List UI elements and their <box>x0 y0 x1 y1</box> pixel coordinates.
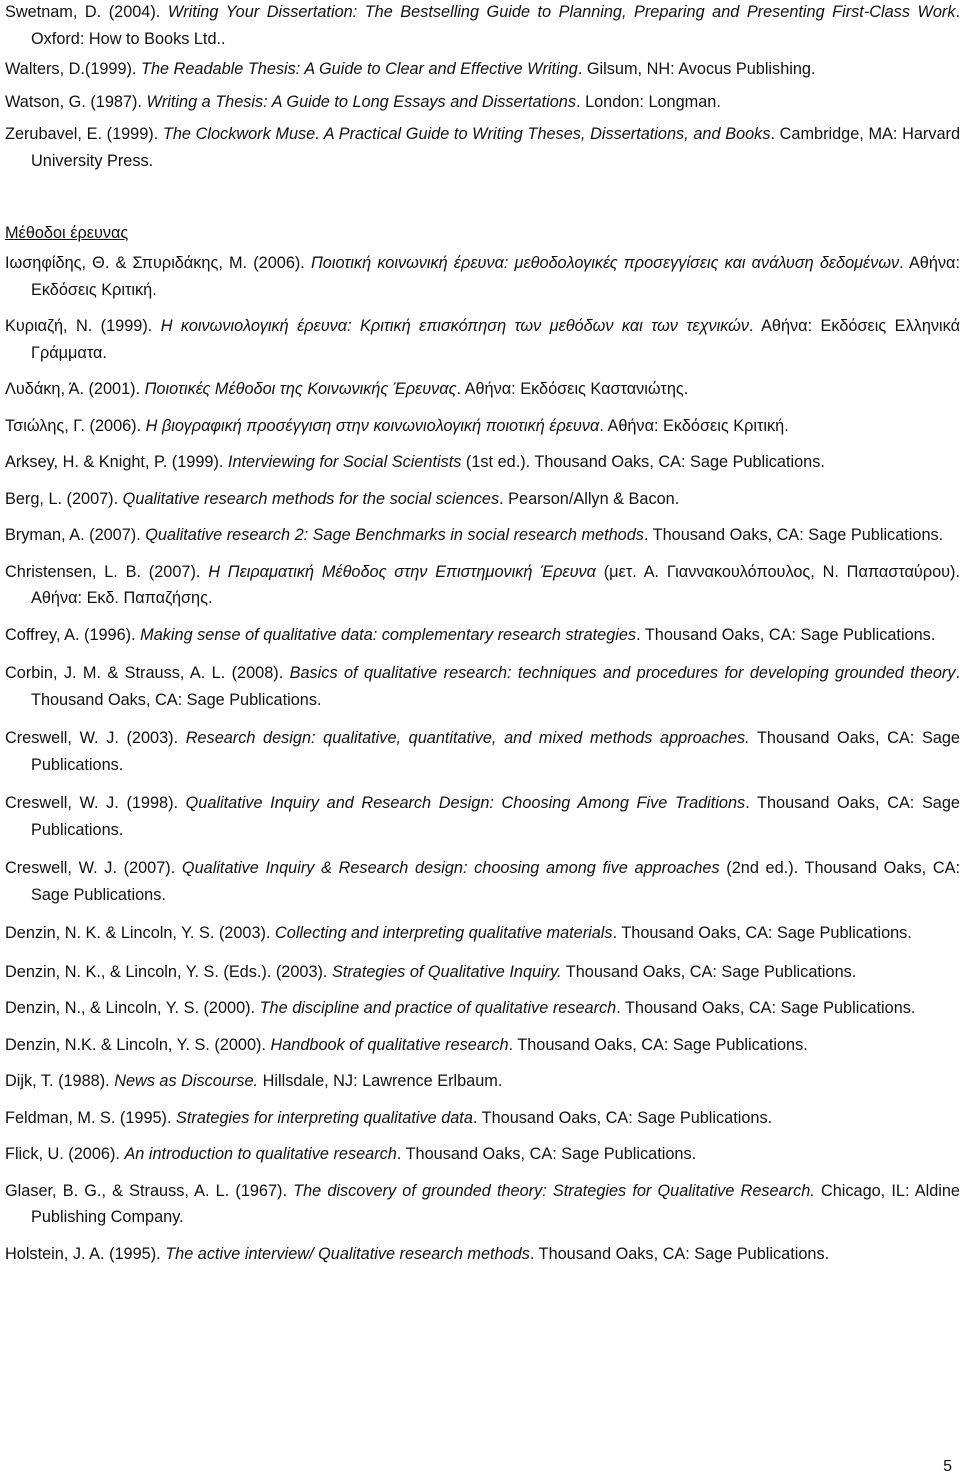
reference-title: Basics of qualitative research: techniques and procedures for developing grounded theory <box>289 664 956 682</box>
reference-author: Denzin, N., & Lincoln, Y. S. (2000). <box>5 999 260 1017</box>
reference-title: The discovery of grounded theory: Strategies for Qualitative Research. <box>293 1181 815 1200</box>
reference-publisher: . London: Longman. <box>576 92 721 111</box>
reference-entry <box>5 449 960 476</box>
reference-title: The Clockwork Muse. A Practical Guide to Writing Theses, Dissertations, and Books <box>162 125 771 143</box>
reference-author: Zerubavel, E. (1999). <box>5 125 163 143</box>
reference-entry <box>5 376 960 403</box>
reference-entry <box>5 622 960 649</box>
reference-title: An introduction to qualitative research <box>124 1145 397 1163</box>
reference-publisher: Chicago, IL: Aldine Publishing Company. <box>31 1181 960 1226</box>
reference-title: Qualitative Inquiry & Research design: choosing among five approaches <box>181 859 720 877</box>
references-general <box>5 0 960 174</box>
references-methods <box>5 250 960 1267</box>
reference-author: Τσιώλης, Γ. (2006). <box>5 416 146 435</box>
reference-author: Creswell, W. J. (2007). <box>5 859 182 877</box>
reference-author: Feldman, M. S. (1995). <box>5 1108 177 1127</box>
reference-entry <box>5 855 960 908</box>
reference-title: The active interview/ Qualitative research methods <box>165 1244 530 1263</box>
reference-author: Walters, D.(1999). <box>5 60 142 78</box>
reference-list <box>5 0 960 1267</box>
reference-entry <box>5 1241 960 1268</box>
reference-publisher: . Αθήνα: Εκδόσεις Κριτική. <box>31 254 960 299</box>
reference-publisher: (μετ. Α. Γιαννακουλόπουλος, Ν. Παπασταύρου). Αθήνα: Εκδ. Παπαζήσης. <box>31 562 960 607</box>
reference-entry <box>5 1105 960 1132</box>
reference-title: Strategies for interpreting qualitative data <box>176 1108 473 1127</box>
reference-entry <box>5 313 960 366</box>
reference-title: Handbook of qualitative research <box>270 1035 509 1054</box>
reference-author: Flick, U. (2006). <box>5 1145 125 1163</box>
reference-title: Η Πειραματική Μέθοδος στην Επιστημονική Έρευνα <box>208 562 596 581</box>
reference-author: Bryman, A. (2007). <box>5 526 146 544</box>
reference-author: Berg, L. (2007). <box>5 489 123 508</box>
reference-author: Dijk, T. (1988). <box>5 1072 115 1090</box>
reference-author: Coffrey, A. (1996). <box>5 625 141 644</box>
reference-title: Qualitative research methods for the social sciences <box>122 489 500 508</box>
reference-entry <box>5 559 960 612</box>
reference-entry <box>5 522 960 549</box>
reference-publisher: . Thousand Oaks, CA: Sage Publications. <box>643 526 944 544</box>
reference-publisher: . Gilsum, NH: Avocus Publishing. <box>577 60 816 78</box>
reference-publisher: (1st ed.). Thousand Oaks, CA: Sage Publications. <box>461 453 825 471</box>
reference-publisher: Thousand Oaks, CA: Sage Publications. <box>561 962 857 981</box>
reference-title: Making sense of qualitative data: complementary research strategies <box>140 625 637 644</box>
reference-entry <box>5 0 960 52</box>
reference-publisher: Thousand Oaks, CA: Sage Publications. <box>31 729 960 774</box>
reference-entry <box>5 121 960 174</box>
reference-entry <box>5 959 960 986</box>
reference-entry <box>5 413 960 440</box>
reference-author: Denzin, N. K. & Lincoln, Y. S. (2003). <box>5 924 275 942</box>
reference-title: Η βιογραφική προσέγγιση στην κοινωνιολογική ποιοτική έρευνα <box>145 416 600 435</box>
reference-publisher: . Thousand Oaks, CA: Sage Publications. <box>636 625 936 644</box>
reference-publisher: . Αθήνα: Εκδόσεις Ελληνικά Γράμματα. <box>31 317 960 362</box>
reference-author: Glaser, B. G., & Strauss, A. L. (1967). <box>5 1181 294 1200</box>
reference-publisher: . Thousand Oaks, CA: Sage Publications. <box>508 1035 808 1054</box>
reference-author: Corbin, J. M. & Strauss, A. L. (2008). <box>5 664 290 682</box>
reference-entry <box>5 1068 960 1095</box>
reference-entry <box>5 56 960 83</box>
reference-author: Λυδάκη, Ά. (2001). <box>5 380 145 398</box>
reference-author: Denzin, N.K. & Lincoln, Y. S. (2000). <box>5 1035 271 1054</box>
reference-author: Swetnam, D. (2004). <box>5 3 168 21</box>
reference-publisher: Hillsdale, NJ: Lawrence Erlbaum. <box>258 1072 503 1090</box>
reference-publisher: . Αθήνα: Εκδόσεις Κριτική. <box>599 416 789 435</box>
reference-author: Watson, G. (1987). <box>5 92 147 111</box>
reference-title: Ποιοτικές Μέθοδοι της Κοινωνικής Έρευνας <box>144 380 457 398</box>
reference-title: The Readable Thesis: A Guide to Clear and Effective Writing <box>141 60 578 78</box>
reference-title: Qualitative Inquiry and Research Design: Choosing Among Five Traditions <box>185 794 746 812</box>
reference-title: Research design: qualitative, quantitative, and mixed methods approaches. <box>185 729 750 747</box>
reference-entry <box>5 89 960 116</box>
reference-entry <box>5 1178 960 1231</box>
reference-entry <box>5 995 960 1022</box>
reference-publisher: . Oxford: How to Books Ltd.. <box>31 3 960 48</box>
reference-publisher: . Thousand Oaks, CA: Sage Publications. <box>31 664 960 709</box>
page-number: 5 <box>943 1458 952 1475</box>
reference-publisher: . Thousand Oaks, CA: Sage Publications. <box>612 924 912 942</box>
reference-entry <box>5 250 960 303</box>
reference-title: The discipline and practice of qualitative research <box>259 999 617 1017</box>
section-heading: Μέθοδοι έρευνας <box>5 224 129 242</box>
reference-author: Creswell, W. J. (2003). <box>5 729 186 747</box>
reference-publisher: . Cambridge, MA: Harvard University Press. <box>31 125 960 170</box>
reference-entry <box>5 486 960 513</box>
reference-publisher: . Thousand Oaks, CA: Sage Publications. <box>472 1108 773 1127</box>
reference-publisher: . Thousand Oaks, CA: Sage Publications. <box>396 1145 697 1163</box>
reference-publisher: . Αθήνα: Εκδόσεις Καστανιώτης. <box>456 380 689 398</box>
reference-title: Writing a Thesis: A Guide to Long Essays and Dissertations <box>146 92 577 111</box>
reference-title: Qualitative research 2: Sage Benchmarks in social research methods <box>145 526 644 544</box>
reference-title: Η κοινωνιολογική έρευνα: Κριτική επισκόπηση των μεθόδων και των τεχνικών <box>160 317 749 335</box>
reference-entry <box>5 660 960 713</box>
reference-publisher: . Pearson/Allyn & Bacon. <box>499 489 680 508</box>
reference-entry <box>5 790 960 843</box>
reference-author: Κυριαζή, Ν. (1999). <box>5 317 161 335</box>
reference-entry <box>5 725 960 778</box>
reference-author: Creswell, W. J. (1998). <box>5 794 186 812</box>
reference-author: Holstein, J. A. (1995). <box>5 1244 166 1263</box>
reference-title: Ποιοτική κοινωνική έρευνα: μεθοδολογικές προσεγγίσεις και ανάλυση δεδομένων <box>311 254 900 272</box>
reference-title: Collecting and interpreting qualitative materials <box>275 924 613 942</box>
reference-publisher: . Thousand Oaks, CA: Sage Publications. <box>31 794 960 839</box>
reference-title: Writing Your Dissertation: The Bestselling Guide to Planning, Preparing and Presenting First-Class Work <box>167 3 956 21</box>
reference-title: Interviewing for Social Scientists <box>227 453 462 471</box>
reference-publisher: . Thousand Oaks, CA: Sage Publications. <box>616 999 916 1017</box>
reference-author: Christensen, L. B. (2007). <box>5 562 209 581</box>
reference-title: News as Discourse. <box>114 1072 259 1090</box>
reference-entry <box>5 920 960 947</box>
reference-publisher: . Thousand Oaks, CA: Sage Publications. <box>529 1244 830 1263</box>
reference-author: Arksey, H. & Knight, P. (1999). <box>5 453 228 471</box>
reference-entry <box>5 1141 960 1168</box>
reference-publisher: (2nd ed.). Thousand Oaks, CA: Sage Publications. <box>31 859 960 904</box>
reference-entry <box>5 1032 960 1059</box>
reference-author: Ιωσηφίδης, Θ. & Σπυριδάκης, Μ. (2006). <box>5 254 311 272</box>
reference-author: Denzin, N. K., & Lincoln, Y. S. (Eds.). (2003). <box>5 962 332 981</box>
reference-title: Strategies of Qualitative Inquiry. <box>331 962 562 981</box>
